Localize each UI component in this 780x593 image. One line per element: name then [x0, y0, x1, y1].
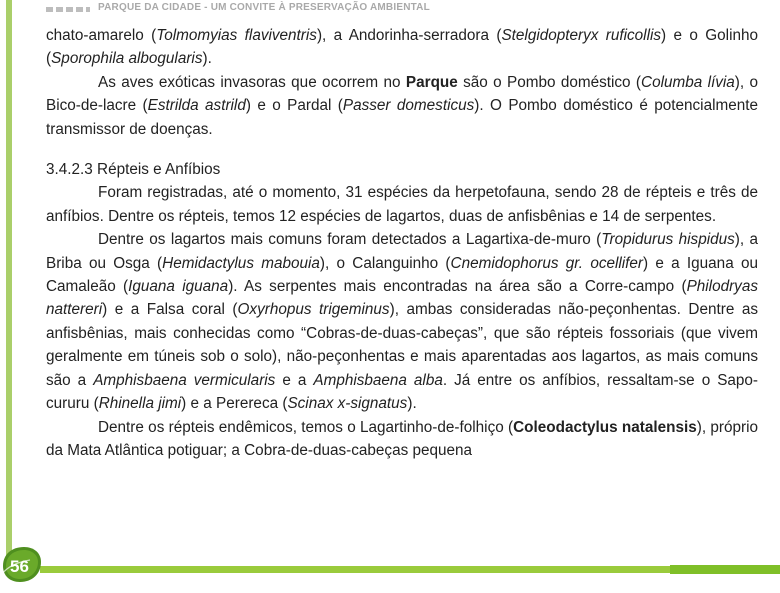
text-run: ), próprio da Mata Atlântica potiguar; a Cobra-de-duas-cabeças pequena: [46, 418, 758, 459]
species-name: Oxyrhopus trigeminus: [237, 301, 390, 319]
text-run: ). As serpentes mais encontradas na área são a Corre-campo (: [228, 278, 687, 296]
species-name: Philodryas nattereri: [46, 278, 758, 319]
text-run: ), o Bico-de-lacre (: [46, 73, 759, 115]
species-name: Scinax x-signatus: [287, 395, 408, 413]
text-run: ), o Calanguinho (: [319, 254, 451, 272]
bold-term: Coleodactylus natalensis: [513, 418, 697, 436]
text-run: ) e a Iguana ou Camaleão (: [46, 254, 758, 296]
text-run: Dentre os répteis endêmicos, temos o Lagartinho-de-folhiço (: [98, 418, 514, 436]
species-name: Hemidactylus mabouia: [162, 254, 320, 272]
text-run: ).: [407, 395, 417, 413]
footer-bar-accent: [670, 565, 780, 574]
paragraph-lizards-snakes: [46, 228, 758, 415]
paragraph-herpetofauna: Foram registradas, até o momento, 31 espécies da herpetofauna, sendo 28 de répteis e três de anfíbios. Dentre os répteis, temos 12 espécies de lagartos, duas de anfisbênias e 14 de serpentes.: [46, 184, 758, 225]
species-name: Amphisbaena alba: [313, 371, 443, 389]
species-name: Sporophila albogularis: [51, 50, 203, 68]
species-name: Passer domesticus: [342, 97, 475, 115]
species-name: Rhinella jimi: [98, 395, 182, 413]
text-run: ) e o Golinho (: [46, 27, 758, 68]
text-run: ), a Briba ou Osga (: [46, 231, 758, 272]
bold-term: Parque: [405, 73, 458, 91]
running-header: PARQUE DA CIDADE - UM CONVITE À PRESERVAÇÃO AMBIENTAL: [98, 2, 430, 13]
species-name: Iguana iguana: [128, 278, 229, 296]
text-run: são o Pombo doméstico (: [457, 73, 642, 91]
text-run: ) e o Pardal (: [245, 97, 343, 115]
page-number: 56: [10, 557, 29, 576]
text-run: ) e a Falsa coral (: [102, 301, 238, 319]
footer-green-bar: [40, 566, 780, 573]
header-dash-ornament: [46, 7, 90, 12]
species-name: Tolmomyias flaviventris: [156, 27, 317, 44]
text-run: e a: [275, 371, 314, 389]
text-run: ) e a Perereca (: [181, 395, 288, 413]
paragraph-birds-continued: [46, 24, 758, 71]
body-text: [46, 24, 758, 462]
left-margin-rule: [6, 0, 12, 560]
species-name: Tropidurus hispidus: [601, 231, 735, 249]
text-run: Dentre os lagartos mais comuns foram detectados a Lagartixa-de-muro (: [98, 231, 602, 249]
section-heading: 3.4.2.3 Répteis e Anfíbios: [46, 161, 221, 179]
text-run: chato-amarelo (: [46, 27, 157, 44]
text-run: ). O Pombo doméstico é potencialmente transmissor de doenças.: [46, 97, 758, 138]
paragraph-exotic-birds: [46, 71, 758, 141]
text-run: . Já entre os anfíbios, ressaltam-se o Sapo-cururu (: [46, 371, 759, 413]
text-run: ).: [202, 50, 212, 68]
species-name: Stelgidopteryx ruficollis: [501, 27, 662, 44]
text-run: As aves exóticas invasoras que ocorrem no: [98, 73, 406, 91]
text-run: ), a Andorinha-serradora (: [316, 27, 502, 44]
species-name: Amphisbaena vermicularis: [93, 371, 276, 389]
species-name: Cnemidophorus gr. ocellifer: [450, 254, 644, 272]
species-name: Columba lívia: [641, 73, 735, 91]
species-name: Estrilda astrild: [147, 97, 246, 115]
paragraph-endemic-reptiles: [46, 416, 758, 463]
text-run: ), ambas consideradas não-peçonhentas. Dentre as anfisbênias, mais conhecidas como “Cobras-de-duas-cabeças”, que são répteis fossoriais (que vivem geralmente em túneis sob o solo), não-peçonhentas e mais aparentadas aos lagartos, as mais comuns são a: [46, 301, 759, 389]
